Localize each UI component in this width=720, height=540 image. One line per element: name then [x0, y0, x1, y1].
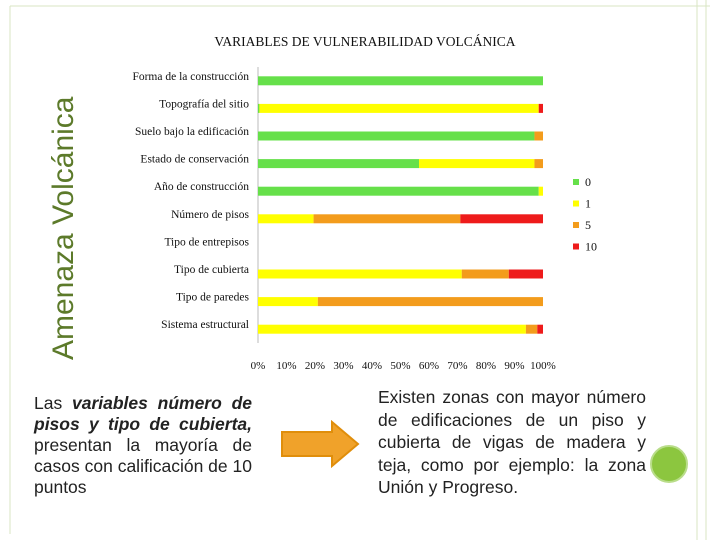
bar-segment-0 — [258, 159, 419, 168]
x-tick-label: 40% — [361, 360, 383, 372]
bar-segment-10 — [539, 104, 543, 113]
bar-segment-10 — [537, 325, 543, 334]
right-arrow-shape — [282, 422, 358, 466]
left-note-suffix: presentan la mayoría de casos con calificación de 10 puntos — [34, 435, 252, 497]
chart-title: VARIABLES DE VULNERABILIDAD VOLCÁNICA — [214, 34, 516, 49]
x-tick-label: 0% — [250, 360, 266, 372]
bar-segment-0 — [258, 76, 543, 85]
bar-segment-5 — [534, 159, 543, 168]
bar-segment-0 — [258, 132, 534, 141]
bar-segment-5 — [534, 132, 543, 141]
bar-segment-1 — [258, 325, 526, 334]
x-tick-label: 80% — [475, 360, 497, 372]
left-note-emphasis: variables número de pisos y tipo de cubierta, — [34, 393, 252, 434]
bar-segment-5 — [462, 270, 509, 279]
bar-segment-10 — [460, 214, 543, 223]
x-tick-label: 10% — [276, 360, 297, 372]
bar-segment-1 — [258, 214, 314, 223]
bar-segment-1 — [258, 270, 462, 279]
bar-segment-10 — [509, 270, 543, 279]
legend-swatch-0 — [573, 179, 579, 185]
right-arrow-icon — [280, 420, 360, 468]
side-title: Amenaza Volcánica — [47, 96, 80, 360]
category-label: Sistema estructural — [161, 319, 249, 332]
x-tick-label: 90% — [504, 360, 525, 372]
decorative-circle — [651, 446, 687, 482]
bar-segment-0 — [258, 104, 259, 113]
decorative-circle-icon — [650, 445, 690, 485]
x-tick-label: 60% — [418, 360, 440, 372]
category-label: Tipo de entrepisos — [164, 236, 249, 249]
legend-swatch-10 — [573, 244, 579, 250]
bar-segment-0 — [258, 187, 539, 196]
x-tick-label: 50% — [390, 360, 411, 372]
x-tick-label: 20% — [304, 360, 326, 372]
category-label: Tipo de paredes — [175, 291, 249, 304]
legend-label: 1 — [585, 196, 591, 211]
left-note-prefix: Las — [34, 393, 72, 413]
category-label: Forma de la construcción — [132, 70, 249, 83]
legend-swatch-1 — [573, 201, 579, 207]
category-label: Tipo de cubierta — [174, 264, 249, 276]
bar-segment-5 — [318, 297, 543, 306]
category-label: Topografía del sitio — [159, 98, 249, 111]
left-note — [34, 393, 252, 498]
bar-segment-5 — [314, 214, 461, 223]
category-label: Suelo bajo la edificación — [134, 126, 249, 138]
category-label: Estado de conservación — [140, 153, 249, 166]
legend-label: 10 — [585, 239, 597, 254]
category-label: Año de construcción — [153, 181, 249, 194]
bar-segment-1 — [258, 297, 318, 306]
legend-label: 0 — [585, 175, 591, 189]
bar-segment-1 — [259, 104, 538, 113]
category-label: Número de pisos — [171, 208, 249, 221]
x-tick-label: 30% — [333, 360, 354, 372]
x-tick-label: 100% — [530, 360, 556, 372]
bar-segment-5 — [526, 325, 537, 334]
right-note: Existen zonas con mayor número de edificaciones de un piso y cubierta de vigas de madera y teja, como por ejemplo: la zona Unión y Progreso. — [378, 387, 646, 497]
x-tick-label: 70% — [447, 360, 468, 372]
bar-segment-1 — [419, 159, 534, 168]
legend-swatch-5 — [573, 222, 579, 228]
legend-label: 5 — [585, 218, 591, 232]
bar-segment-1 — [539, 187, 543, 196]
